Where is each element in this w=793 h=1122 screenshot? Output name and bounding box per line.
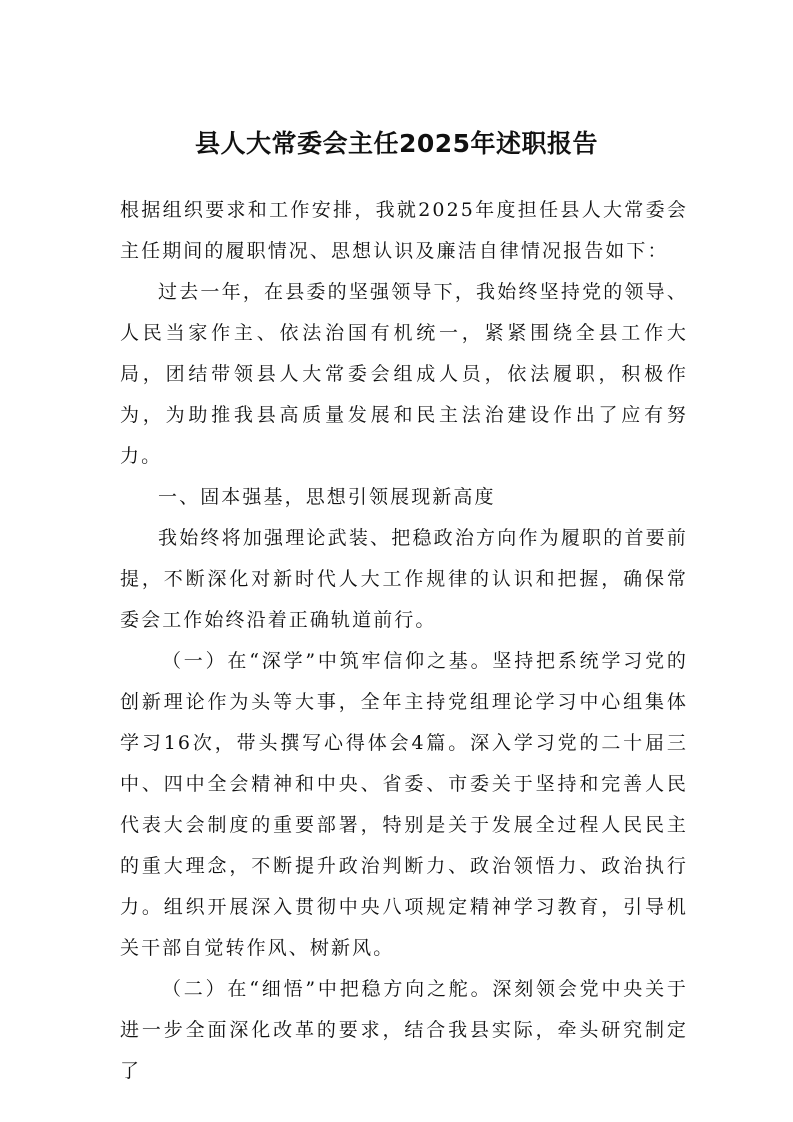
overview-paragraph: 过去一年，在县委的坚强领导下，我始终坚持党的领导、人民当家作主、依法治国有机统一，紧紧围绕全县工作大局，团结带领县人大常委会组成人员，依法履职，积极作为，为助推我县高质量发展和民主法治建设作出了应有努力。 bbox=[120, 281, 688, 467]
subsection-2-paragraph: （二）在“细悟”中把稳方向之舵。深刻领会党中央关于进一步全面深化改革的要求，结合我县实际，牵头研究制定了 bbox=[120, 978, 688, 1082]
intro-paragraph: 根据组织要求和工作安排，我就2025年度担任县人大常委会主任期间的履职情况、思想认识及廉洁自律情况报告如下： bbox=[120, 199, 688, 262]
document-body bbox=[120, 190, 688, 1092]
document-title: 县人大常委会主任2025年述职报告 bbox=[194, 129, 599, 158]
section-heading-1: 一、固本强基，思想引领展现新高度 bbox=[158, 486, 496, 508]
subsection-1-paragraph: （一）在“深学”中筑牢信仰之基。坚持把系统学习党的创新理论作为头等大事，全年主持党组理论学习中心组集体学习16次，带头撰写心得体会4篇。深入学习党的二十届三中、四中全会精神和中央、省委、市委关于坚持和完善人民代表大会制度的重要部署，特别是关于发展全过程人民民主的重大理念，不断提升政治判断力、政治领悟力、政治执行力。组织开展深入贯彻中央八项规定精神学习教育，引导机关干部自觉转作风、树新风。 bbox=[120, 650, 688, 959]
section-1-paragraph: 我始终将加强理论武装、把稳政治方向作为履职的首要前提，不断深化对新时代人大工作规律的认识和把握，确保常委会工作始终沿着正确轨道前行。 bbox=[120, 527, 688, 631]
